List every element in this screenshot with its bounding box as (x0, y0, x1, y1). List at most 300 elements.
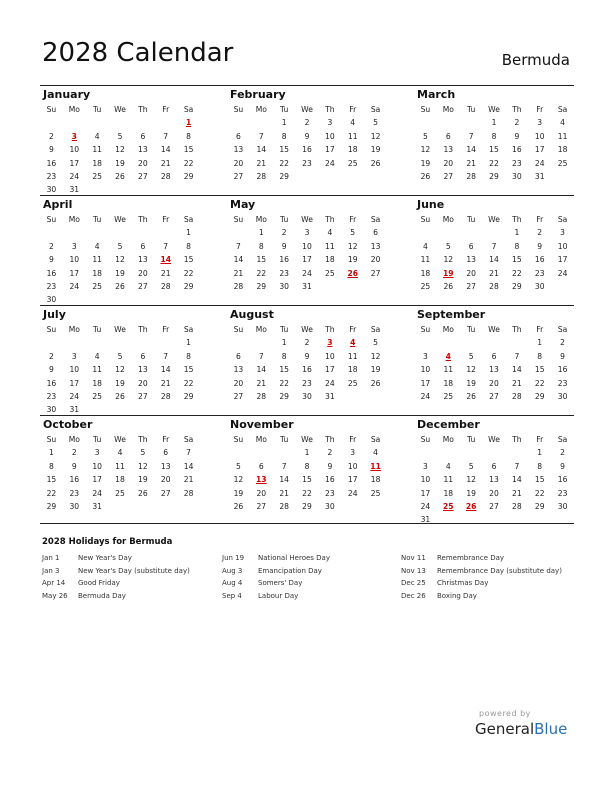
holiday-day: 19 (443, 268, 454, 278)
day: 10 (420, 365, 431, 375)
day: 16 (512, 145, 522, 155)
day: 16 (279, 255, 289, 265)
day: 26 (443, 281, 454, 291)
month-june (414, 197, 574, 293)
day: 4 (94, 241, 100, 251)
week-row (40, 130, 200, 143)
day: 21 (512, 378, 522, 388)
day: 16 (302, 365, 312, 375)
day: 29 (183, 281, 194, 291)
day: 15 (46, 475, 57, 485)
day: 17 (69, 378, 80, 388)
day: 21 (489, 268, 499, 278)
empty-cell (154, 500, 177, 513)
day: 1 (49, 448, 54, 458)
day: 5 (468, 461, 474, 471)
day: 21 (233, 268, 244, 278)
day: 9 (49, 145, 54, 155)
day: 22 (534, 488, 545, 498)
day: 16 (46, 378, 57, 388)
day: 23 (46, 391, 57, 401)
country-name: Bermuda (501, 51, 570, 69)
weekday-label: We (488, 325, 500, 334)
week-row (227, 267, 387, 280)
day: 13 (160, 461, 171, 471)
empty-cell (40, 336, 63, 349)
empty-cell (460, 336, 483, 349)
holiday-date: Jun 19 (222, 554, 245, 562)
day: 12 (138, 461, 148, 471)
empty-cell (528, 513, 551, 526)
day: 23 (69, 488, 80, 498)
week-row (40, 293, 200, 306)
holiday-day: 3 (71, 131, 77, 141)
day: 3 (94, 448, 100, 458)
day: 7 (491, 241, 497, 251)
holiday-column (401, 552, 562, 602)
day: 2 (560, 448, 565, 458)
empty-cell (250, 446, 273, 459)
day: 9 (560, 461, 565, 471)
weekday-label: Fr (349, 105, 357, 114)
empty-cell (227, 226, 250, 239)
day: 21 (279, 488, 289, 498)
week-row (414, 267, 574, 280)
weekday-label: Su (46, 105, 57, 114)
empty-cell (109, 226, 132, 239)
empty-cell (483, 446, 506, 459)
day: 13 (138, 145, 148, 155)
day: 27 (256, 501, 267, 511)
day: 21 (160, 268, 171, 278)
week-row (414, 170, 574, 183)
day: 7 (163, 241, 169, 251)
day: 27 (489, 391, 499, 401)
day: 10 (325, 351, 335, 361)
day: 6 (491, 461, 497, 471)
week-row (414, 253, 574, 266)
empty-cell (414, 226, 437, 239)
weekday-header (227, 323, 387, 336)
day: 23 (46, 281, 57, 291)
day: 30 (302, 391, 312, 401)
holiday-name: New Year's Day (substitute day) (78, 566, 190, 575)
day: 14 (233, 255, 244, 265)
day: 6 (236, 351, 241, 361)
day: 24 (420, 501, 431, 511)
day: 4 (327, 228, 333, 238)
day: 14 (160, 365, 171, 375)
day: 2 (304, 338, 310, 348)
empty-cell (109, 116, 132, 129)
weekday-label: Su (420, 105, 431, 114)
empty-cell (364, 280, 387, 293)
day: 19 (138, 475, 148, 485)
day: 11 (325, 241, 335, 251)
holiday-date: Aug 4 (222, 579, 243, 588)
holiday-date: Jan 1 (42, 554, 60, 562)
week-row (227, 487, 387, 500)
day: 17 (420, 378, 431, 388)
day: 12 (370, 131, 381, 141)
weekday-label: Fr (536, 435, 544, 444)
day: 16 (325, 475, 335, 485)
day: 31 (325, 391, 335, 401)
weekday-label: Mo (255, 435, 267, 444)
month-december (414, 417, 574, 527)
day: 27 (138, 281, 148, 291)
day: 10 (69, 255, 80, 265)
weekday-label: Sa (183, 215, 194, 224)
week-row (40, 446, 200, 459)
holiday-day: 25 (443, 501, 454, 511)
day: 5 (373, 118, 378, 128)
empty-cell (154, 226, 177, 239)
weekday-label: Mo (255, 105, 267, 114)
day: 5 (423, 131, 428, 141)
holiday-date: Dec 25 (401, 579, 426, 588)
empty-cell (250, 116, 273, 129)
day: 18 (420, 268, 431, 278)
day: 31 (92, 501, 102, 511)
day: 21 (160, 378, 171, 388)
day: 1 (258, 228, 264, 238)
day: 9 (327, 461, 333, 471)
month-name: November (230, 418, 294, 431)
day: 20 (489, 488, 499, 498)
day: 16 (69, 475, 80, 485)
day: 16 (46, 268, 57, 278)
day: 5 (117, 351, 123, 361)
day: 25 (420, 281, 431, 291)
day: 7 (163, 351, 169, 361)
day: 22 (512, 268, 522, 278)
day: 10 (92, 461, 102, 471)
day: 18 (92, 158, 102, 168)
brand-logo[interactable] (475, 720, 567, 738)
weekday-label: Th (138, 435, 148, 444)
day: 22 (279, 378, 289, 388)
day: 29 (279, 171, 289, 181)
day: 2 (560, 338, 565, 348)
weekday-label: Mo (255, 325, 267, 334)
weekday-label: Sa (183, 105, 194, 114)
day: 29 (534, 391, 545, 401)
day: 11 (443, 365, 454, 375)
holiday-column (42, 552, 190, 602)
day: 19 (420, 158, 431, 168)
week-row (414, 500, 574, 513)
empty-cell (364, 170, 387, 183)
day: 15 (489, 145, 499, 155)
weekday-label: Mo (68, 435, 80, 444)
day: 19 (370, 365, 381, 375)
day: 20 (233, 158, 244, 168)
day: 25 (92, 171, 102, 181)
day: 16 (302, 145, 312, 155)
day: 28 (233, 281, 244, 291)
day: 12 (115, 255, 125, 265)
day: 5 (350, 228, 356, 238)
weekday-label: Th (325, 325, 335, 334)
day: 11 (420, 255, 431, 265)
day: 2 (49, 131, 54, 141)
weekday-label: Mo (442, 215, 454, 224)
weekday-label: Su (46, 435, 57, 444)
day: 29 (256, 281, 267, 291)
empty-cell (131, 116, 154, 129)
day: 6 (140, 351, 146, 361)
week-row (40, 267, 200, 280)
day: 13 (443, 145, 454, 155)
day: 10 (557, 241, 568, 251)
day: 24 (534, 158, 545, 168)
brand-general: General (475, 720, 535, 738)
day: 26 (115, 171, 125, 181)
day: 22 (534, 378, 545, 388)
week-row (414, 487, 574, 500)
weekday-label: Tu (92, 435, 102, 444)
day: 12 (115, 365, 125, 375)
day: 24 (325, 378, 335, 388)
empty-cell (483, 336, 506, 349)
week-row (227, 157, 387, 170)
day: 5 (140, 448, 146, 458)
holiday-name: Bermuda Day (78, 591, 126, 600)
day: 12 (420, 145, 431, 155)
week-row (40, 240, 200, 253)
day: 18 (347, 365, 358, 375)
week-row (414, 377, 574, 390)
day: 6 (373, 228, 378, 238)
day: 18 (92, 268, 102, 278)
day: 22 (279, 158, 289, 168)
month-name: January (43, 88, 91, 101)
day: 12 (370, 351, 381, 361)
empty-cell (437, 336, 460, 349)
day: 17 (325, 365, 335, 375)
day: 11 (347, 351, 358, 361)
day: 3 (560, 228, 565, 238)
day: 30 (279, 281, 289, 291)
day: 22 (302, 488, 312, 498)
empty-cell (551, 513, 574, 526)
day: 1 (281, 118, 287, 128)
holiday-name: Good Friday (78, 579, 120, 588)
day: 20 (466, 268, 476, 278)
weekday-label: We (114, 215, 126, 224)
week-row (40, 460, 200, 473)
day: 15 (256, 255, 267, 265)
day: 8 (258, 241, 264, 251)
week-row (40, 487, 200, 500)
day: 3 (71, 241, 77, 251)
empty-cell (341, 500, 364, 513)
empty-cell (86, 116, 109, 129)
empty-cell (437, 513, 460, 526)
holiday-column (222, 552, 330, 602)
day: 8 (186, 131, 191, 141)
week-row (414, 280, 574, 293)
day: 2 (514, 118, 520, 128)
weekday-label: We (488, 435, 500, 444)
weekday-label: Sa (557, 325, 568, 334)
day: 6 (258, 461, 264, 471)
weekday-label: Fr (536, 105, 544, 114)
month-name: December (417, 418, 480, 431)
day: 25 (370, 488, 381, 498)
day: 26 (370, 158, 381, 168)
day: 7 (514, 351, 520, 361)
day: 19 (115, 378, 125, 388)
day: 1 (537, 338, 543, 348)
day: 1 (304, 448, 310, 458)
month-name: June (417, 198, 445, 211)
week-row (40, 226, 200, 239)
day: 18 (92, 378, 102, 388)
holiday-day: 14 (160, 255, 172, 265)
holiday-name: Somers' Day (258, 579, 303, 588)
day: 13 (233, 145, 244, 155)
day: 15 (183, 255, 194, 265)
day: 30 (557, 501, 568, 511)
holiday-day: 26 (347, 268, 359, 278)
empty-cell (505, 336, 528, 349)
day: 15 (279, 365, 289, 375)
day: 25 (347, 158, 358, 168)
day: 12 (115, 145, 125, 155)
holiday-item (222, 552, 330, 565)
day: 8 (514, 241, 520, 251)
holiday-date: Sep 4 (222, 591, 242, 600)
day: 18 (325, 255, 335, 265)
day: 17 (557, 255, 568, 265)
day: 21 (256, 378, 267, 388)
month-february (227, 87, 387, 183)
day: 12 (466, 365, 476, 375)
day: 20 (233, 378, 244, 388)
day: 28 (466, 171, 476, 181)
day: 15 (279, 145, 289, 155)
day: 28 (256, 171, 267, 181)
day: 6 (236, 131, 241, 141)
day: 24 (92, 488, 102, 498)
weekday-label: Mo (255, 215, 267, 224)
empty-cell (86, 226, 109, 239)
day: 28 (160, 281, 171, 291)
weekday-label: Mo (442, 105, 454, 114)
holiday-date: May 26 (42, 591, 68, 600)
empty-cell (364, 390, 387, 403)
week-row (414, 116, 574, 129)
weekday-label: Su (46, 215, 57, 224)
day: 3 (423, 461, 428, 471)
day: 27 (443, 171, 454, 181)
month-name: July (43, 308, 66, 321)
day: 22 (489, 158, 499, 168)
day: 4 (423, 241, 428, 251)
day: 9 (49, 255, 54, 265)
week-row (40, 390, 200, 403)
week-row (227, 473, 387, 486)
day: 20 (370, 255, 381, 265)
day: 19 (233, 488, 244, 498)
day: 5 (445, 241, 451, 251)
empty-cell (86, 293, 109, 306)
day: 23 (557, 488, 568, 498)
week-row (227, 500, 387, 513)
empty-cell (551, 170, 574, 183)
empty-cell (131, 293, 154, 306)
holiday-item (222, 577, 330, 590)
empty-cell (364, 500, 387, 513)
day: 2 (327, 448, 333, 458)
day: 7 (258, 131, 264, 141)
day: 10 (347, 461, 358, 471)
weekday-label: Th (138, 105, 148, 114)
day: 4 (560, 118, 565, 128)
day: 13 (233, 365, 244, 375)
month-january (40, 87, 200, 197)
empty-cell (63, 293, 86, 306)
weekday-label: Th (325, 215, 335, 224)
month-october (40, 417, 200, 513)
day: 19 (115, 268, 125, 278)
holiday-item (222, 590, 330, 603)
empty-cell (131, 336, 154, 349)
day: 25 (92, 391, 102, 401)
week-row (414, 130, 574, 143)
weekday-label: Fr (536, 325, 544, 334)
day: 26 (115, 281, 125, 291)
empty-cell (227, 116, 250, 129)
day: 3 (350, 448, 356, 458)
day: 18 (557, 145, 568, 155)
day: 18 (443, 488, 454, 498)
empty-cell (437, 226, 460, 239)
weekday-header (40, 433, 200, 446)
week-row (40, 116, 200, 129)
week-row (40, 143, 200, 156)
day: 7 (236, 241, 241, 251)
day: 26 (466, 391, 476, 401)
weekday-label: Sa (557, 215, 568, 224)
holiday-date: Aug 3 (222, 566, 243, 575)
empty-cell (273, 446, 296, 459)
day: 26 (370, 378, 381, 388)
day: 3 (304, 228, 310, 238)
empty-cell (109, 500, 132, 513)
day: 8 (491, 131, 497, 141)
day: 11 (92, 365, 102, 375)
holiday-item (401, 552, 562, 565)
day: 1 (514, 228, 520, 238)
empty-cell (318, 170, 341, 183)
weekday-label: Sa (557, 435, 568, 444)
day: 20 (256, 488, 267, 498)
weekday-label: Sa (183, 435, 194, 444)
month-name: August (230, 308, 274, 321)
day: 8 (281, 351, 287, 361)
empty-cell (131, 500, 154, 513)
weekday-label: We (301, 215, 313, 224)
day: 1 (281, 338, 287, 348)
week-row (227, 280, 387, 293)
day: 24 (69, 171, 80, 181)
day: 23 (302, 158, 312, 168)
empty-cell (109, 403, 132, 416)
day: 5 (117, 241, 123, 251)
